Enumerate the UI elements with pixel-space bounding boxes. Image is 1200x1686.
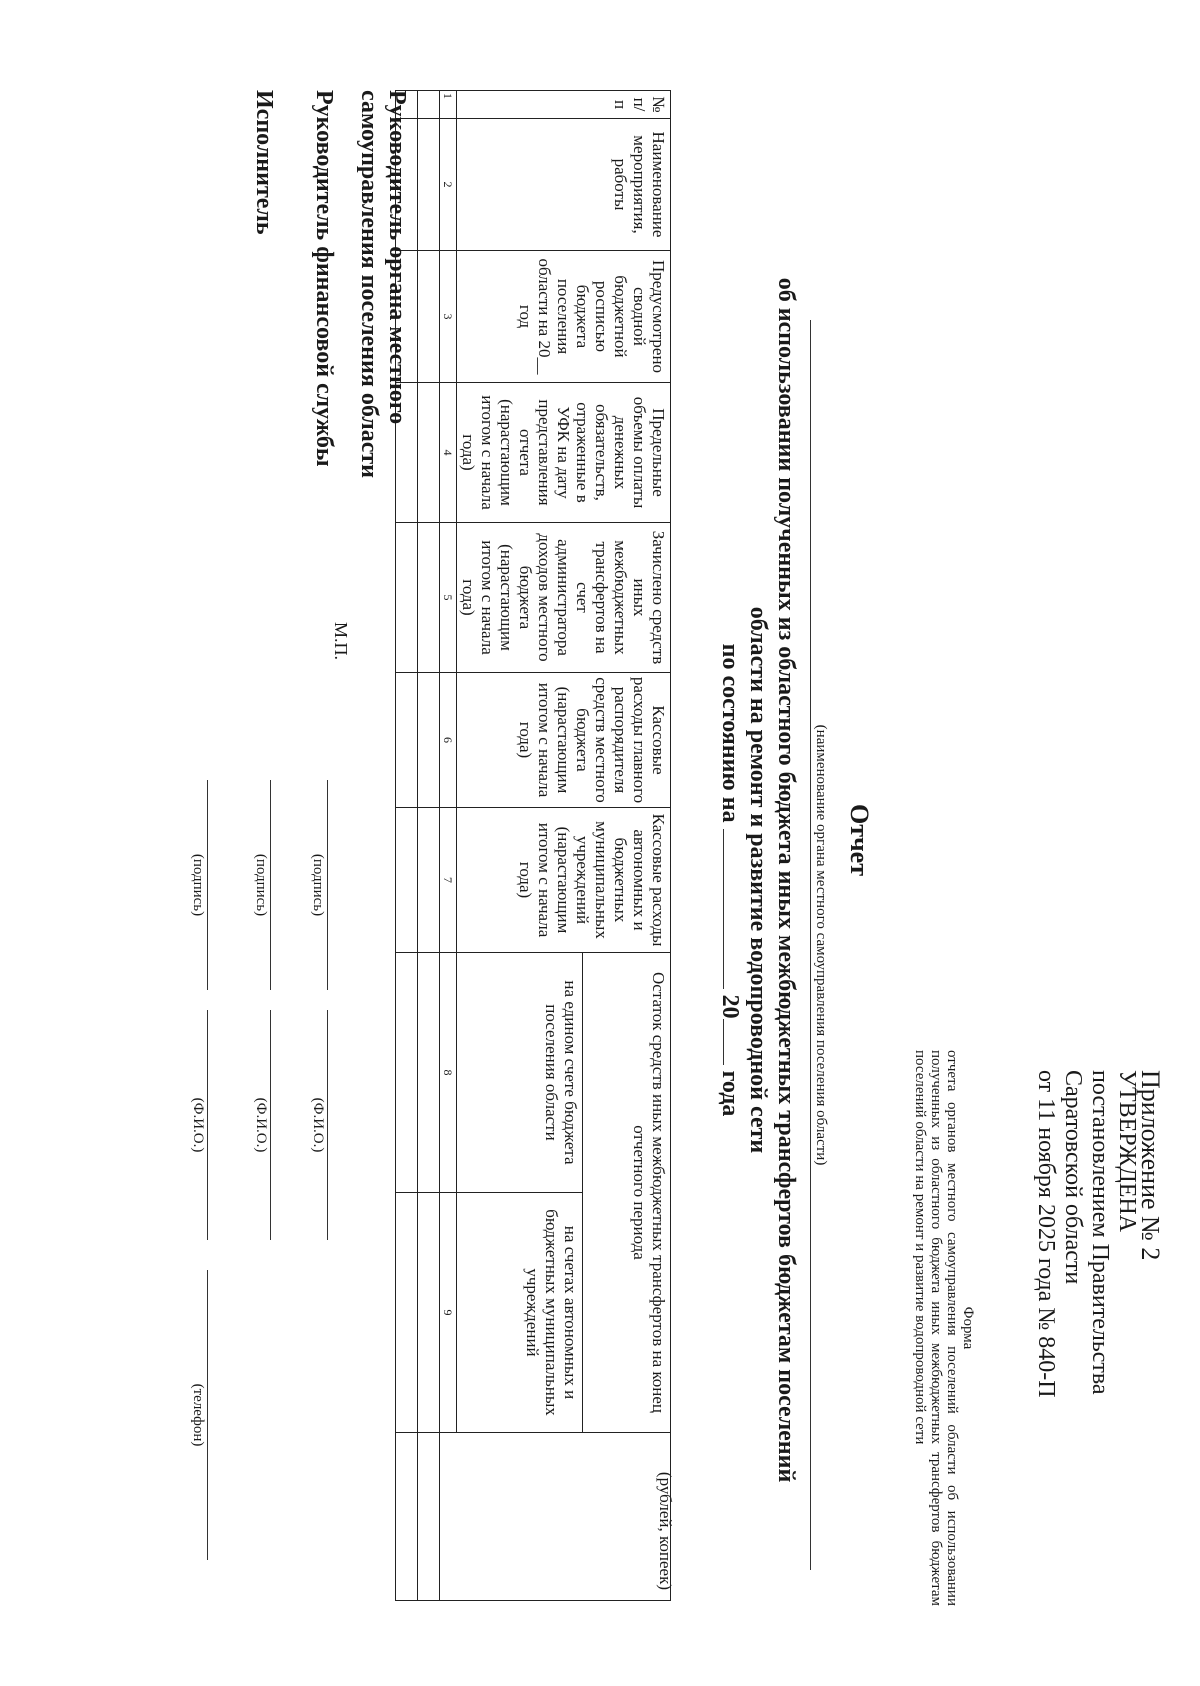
table-cell[interactable] <box>418 251 440 383</box>
column-number-2: 2 <box>440 119 457 251</box>
form-text: отчета органов местного самоуправления поселений области об использовании полученных из областного бюджета иных межбюджетных трансфертов бюджетам поселений области на ремонт и развитие водопроводной сети <box>912 1050 960 1606</box>
table-cell[interactable] <box>418 523 440 673</box>
head-fio-caption: (Ф.И.О.) <box>310 1097 326 1153</box>
column-number-3: 3 <box>440 251 457 383</box>
column-number-7: 7 <box>440 808 457 953</box>
column-number-9: 9 <box>440 1193 457 1433</box>
finance-head-label: Руководитель финансовой службы <box>311 90 337 467</box>
executor-fio-line[interactable] <box>207 1010 208 1240</box>
form-title: Форма <box>960 1306 976 1350</box>
table-cell[interactable] <box>418 1433 440 1601</box>
header-col5: Зачислено средств иных межбюджетных трансфертов на счет администратора доходов местного бюджета (нарастающим итогом с начала года) <box>457 523 671 673</box>
finance-signature-caption: (подпись) <box>253 853 269 917</box>
report-table <box>395 90 671 1601</box>
executor-label: Исполнитель <box>251 90 277 235</box>
head-signature-caption: (подпись) <box>310 853 326 917</box>
header-col4: Предельные объемы оплаты денежных обязательств, отраженные в УФК на дату представления отчета (нарастающим итогом с начала года) <box>457 383 671 523</box>
report-heading <box>716 140 800 1620</box>
executor-signature-line[interactable] <box>207 780 208 990</box>
table-row <box>418 91 440 1601</box>
table-spacer-column <box>440 1433 671 1601</box>
table-cell[interactable] <box>396 953 418 1193</box>
head-label-line-1: Руководитель органа местного <box>384 90 410 425</box>
head-of-local-government-label <box>355 90 411 478</box>
report-date-blank[interactable] <box>723 829 724 989</box>
finance-fio-caption: (Ф.И.О.) <box>253 1097 269 1153</box>
approval-block <box>1032 1070 1140 1398</box>
table-cell[interactable] <box>418 808 440 953</box>
head-signature-line[interactable] <box>327 780 328 990</box>
report-heading-line-1: об использовании полученных из областного бюджета иных межбюджетных трансфертов бюджетам поселений <box>773 277 799 1483</box>
header-col3: Предусмотрено сводной бюджетной росписью бюджета поселения области на 20__ год <box>457 251 671 383</box>
organization-name-caption: (наименование органа местного самоуправления поселения области) <box>813 724 829 1166</box>
units-note: (рублей, копеек) <box>656 1471 675 1590</box>
column-number-6: 6 <box>440 673 457 808</box>
report-title: Отчет <box>845 804 874 876</box>
table-cell[interactable] <box>418 91 440 119</box>
table-cell[interactable] <box>418 119 440 251</box>
table-cell[interactable] <box>418 953 440 1193</box>
header-col9: на счетах автономных и бюджетных муниципальных учреждений <box>457 1193 583 1433</box>
table-cell[interactable] <box>396 1433 418 1601</box>
head-fio-line[interactable] <box>327 1010 328 1240</box>
report-heading-line-2: области на ремонт и развитие водопроводной сети <box>745 606 771 1154</box>
finance-signature-line[interactable] <box>270 780 271 990</box>
column-number-1: 1 <box>440 91 457 119</box>
executor-phone-caption: (телефон) <box>190 1383 206 1447</box>
executor-phone-line[interactable] <box>207 1270 208 1560</box>
table-cell[interactable] <box>396 523 418 673</box>
executor-fio-caption: (Ф.И.О.) <box>190 1097 206 1153</box>
table-cell[interactable] <box>396 808 418 953</box>
column-number-row <box>440 91 457 1601</box>
table-cell[interactable] <box>418 383 440 523</box>
report-heading-line-3 <box>716 140 744 1620</box>
appendix-number: Приложение № 2 <box>1136 1070 1165 1261</box>
column-number-4: 4 <box>440 383 457 523</box>
report-year-prefix: 20 <box>717 994 743 1019</box>
approval-line-1: УТВЕРЖДЕНА <box>1114 1070 1140 1233</box>
column-number-8: 8 <box>440 953 457 1193</box>
table-cell[interactable] <box>418 1193 440 1433</box>
report-year-suffix: года <box>717 1070 743 1117</box>
report-year-blank[interactable] <box>723 1019 724 1065</box>
table-cell[interactable] <box>418 673 440 808</box>
approval-line-4: от 11 ноября 2025 года № 840-П <box>1033 1070 1059 1398</box>
head-label-line-2: самоуправления поселения области <box>356 90 382 478</box>
header-col8: на едином счете бюджета поселения области <box>457 953 583 1193</box>
organization-name-line <box>810 320 811 1570</box>
approval-line-3: Саратовской области <box>1060 1070 1086 1285</box>
header-col7: Кассовые расходы автономных и бюджетных муниципальных учреждений (нарастающим итогом с начала года) <box>457 808 671 953</box>
header-col1: № п/п <box>457 91 671 119</box>
column-number-5: 5 <box>440 523 457 673</box>
executor-signature-caption: (подпись) <box>190 853 206 917</box>
header-group-8-9: Остаток средств иных межбюджетных трансфертов на конец отчетного периода <box>583 953 671 1433</box>
form-description <box>912 1050 976 1606</box>
header-col6: Кассовые расходы главного распорядителя средств местного бюджета (нарастающим итогом с начала года) <box>457 673 671 808</box>
table-cell[interactable] <box>396 673 418 808</box>
approval-line-2: постановлением Правительства <box>1087 1070 1113 1395</box>
header-col2: Наименование мероприятия, работы <box>457 119 671 251</box>
seal-placeholder: М.П. <box>331 622 351 661</box>
table-cell[interactable] <box>396 1193 418 1433</box>
table-header-row <box>583 91 671 1601</box>
report-date-prefix: по состоянию на <box>717 643 743 823</box>
finance-fio-line[interactable] <box>270 1010 271 1240</box>
